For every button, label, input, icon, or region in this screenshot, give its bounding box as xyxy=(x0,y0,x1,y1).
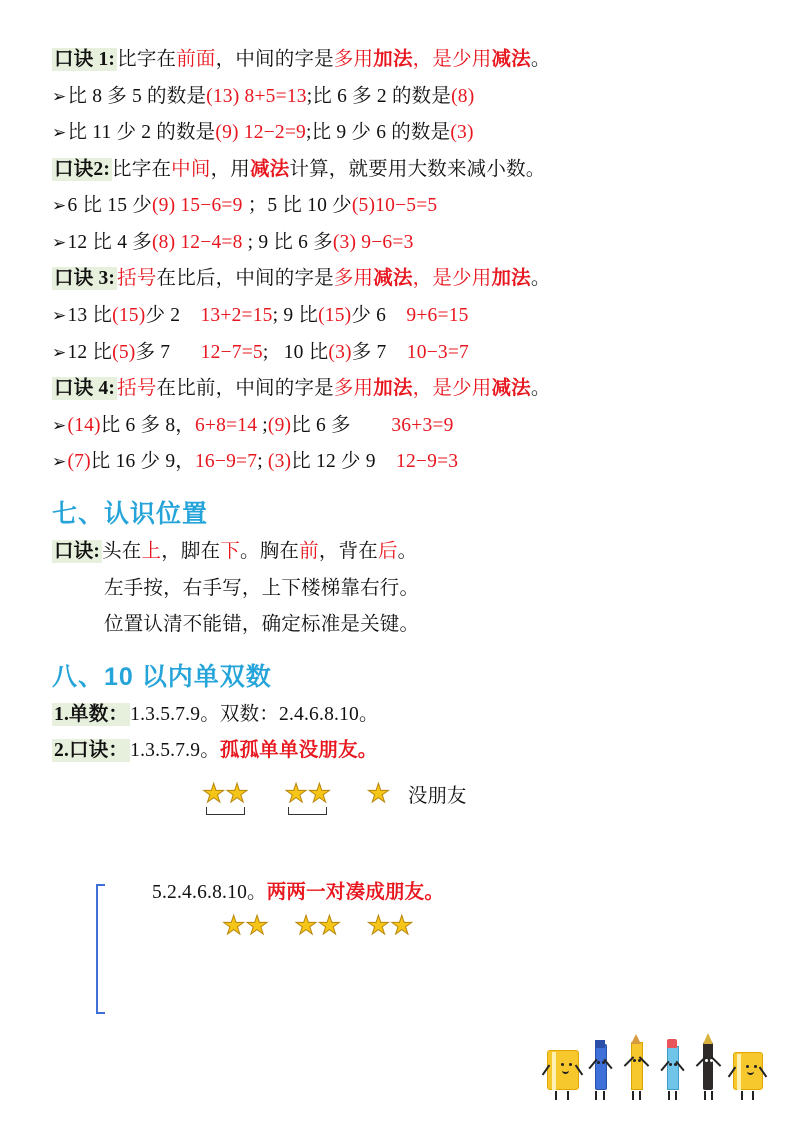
equation: 10−5=5 xyxy=(375,195,438,217)
text-red-bold: 减法 xyxy=(491,49,531,70)
text: 少 6 xyxy=(351,305,387,327)
text-red: 后 xyxy=(377,540,398,562)
document-content xyxy=(52,44,752,943)
mascot-book xyxy=(545,1048,579,1100)
text-red-bold: 减法 xyxy=(491,378,531,400)
text-red: 中间 xyxy=(171,158,211,180)
text: ; 9 比 xyxy=(272,305,319,327)
equation: 9+6=15 xyxy=(406,305,469,327)
example-line-5 xyxy=(52,300,752,332)
star-pair-group xyxy=(284,777,331,815)
no-friend-label: 没朋友 xyxy=(407,785,467,807)
text-red: 前面 xyxy=(176,49,216,70)
answer-value: (3) xyxy=(267,451,292,473)
text: ，用 xyxy=(210,158,250,180)
text: 13 比 xyxy=(67,305,113,327)
text-red: 少用 xyxy=(452,49,492,70)
equation: 36+3=9 xyxy=(391,414,454,436)
grouping-bracket xyxy=(96,884,98,1014)
text: 12 比 xyxy=(67,341,113,363)
answer-value: (15) xyxy=(112,305,146,327)
text: 计算，就要用大数来减小数。 xyxy=(289,158,546,180)
formula-label-2: 口诀2: xyxy=(54,158,111,180)
text: 头在 xyxy=(102,540,142,562)
mascot-blue-pencil xyxy=(661,1036,683,1100)
answer-value: (5) xyxy=(112,341,136,363)
equation: 12−4=8 xyxy=(180,231,243,253)
text: ; xyxy=(257,414,268,436)
formula-line-2 xyxy=(52,154,752,186)
mascot-blue-pen xyxy=(589,1038,609,1100)
star-icon: ★ xyxy=(245,911,269,941)
formula-line-3 xyxy=(52,263,752,295)
formula-label-1: 口诀 1: xyxy=(54,49,116,70)
text-red: 下 xyxy=(220,540,241,562)
text: 比 16 少 9， xyxy=(90,451,195,473)
text: ; xyxy=(257,451,268,473)
text: ，脚在 xyxy=(161,540,221,562)
answer-value: (9) xyxy=(215,122,239,144)
answer-value: (13) xyxy=(206,85,240,107)
equation: 10−3=7 xyxy=(406,341,469,363)
text-red-bold: 两两一对凑成朋友。 xyxy=(266,881,445,903)
text-red-bold: 减法 xyxy=(373,268,413,290)
section7-line-3: 位置认清不能错，确定标准是关键。 xyxy=(104,614,420,636)
text: 。胸在 xyxy=(240,540,300,562)
text: 。 xyxy=(397,540,418,562)
text-red-bold: 加法 xyxy=(373,49,413,70)
bullet-arrow-icon: ➢ xyxy=(52,306,67,326)
example-line-2 xyxy=(52,117,752,149)
star-icon: ★ xyxy=(366,778,391,808)
text: 在比前 xyxy=(156,378,216,400)
section8-item-1 xyxy=(52,699,752,731)
formula-line-4 xyxy=(52,373,752,405)
answer-value: (14) xyxy=(67,414,101,436)
equation: 6+8=14 xyxy=(194,414,258,436)
text: 比 6 多 8， xyxy=(100,414,195,436)
text-red: 多用 xyxy=(333,378,374,400)
equation: 8+5=13 xyxy=(244,85,307,107)
answer-value: (3) xyxy=(328,341,352,363)
text: 比 6 多 xyxy=(291,414,351,436)
text-red-bold: 加法 xyxy=(373,378,413,400)
bullet-arrow-icon: ➢ xyxy=(52,232,67,252)
equation: 12−7=5 xyxy=(200,341,263,363)
text-red-bold: 加法 xyxy=(491,268,531,290)
text: ;比 6 多 2 的数是 xyxy=(306,85,452,107)
text: 多 7 xyxy=(351,341,387,363)
text-red: ，是 xyxy=(412,49,453,70)
section7-line-1 xyxy=(52,536,752,568)
answer-value: (8) xyxy=(151,231,176,253)
section8-even-line xyxy=(52,877,752,909)
text: ;比 9 少 6 的数是 xyxy=(306,122,451,144)
text: ；5 比 10 少 xyxy=(242,195,352,217)
text: 比 11 少 2 的数是 xyxy=(67,122,216,144)
section-heading-7: 七、认识位置 xyxy=(52,499,209,528)
example-line-4 xyxy=(52,227,752,259)
mascot-fountain-pen xyxy=(697,1030,719,1100)
mascot-illustration xyxy=(545,1022,765,1100)
answer-value: (3) xyxy=(332,231,357,253)
spacer xyxy=(386,305,406,326)
text-red: ，是 xyxy=(412,378,453,400)
star-icon: ★ xyxy=(366,911,391,941)
spacer xyxy=(351,415,392,436)
text-red: ，是 xyxy=(412,268,453,290)
text-red: 上 xyxy=(141,540,162,562)
text: ，中间的字是 xyxy=(215,378,334,400)
answer-value: (15) xyxy=(318,305,352,327)
example-line-6 xyxy=(52,337,752,369)
example-line-1 xyxy=(52,81,752,113)
text: ，背在 xyxy=(318,540,378,562)
text: 12 比 4 多 xyxy=(67,231,152,253)
star-icon: ★ xyxy=(222,911,246,941)
text-red: 少用 xyxy=(452,378,492,400)
mnemonic-label: 2.口诀： xyxy=(54,740,129,762)
section-heading-8: 八、10 以内单双数 xyxy=(52,662,272,691)
star-icon: ★ xyxy=(317,911,341,941)
answer-value: (9) xyxy=(151,195,176,217)
text: 多 7 xyxy=(135,341,171,363)
answer-value: (7) xyxy=(67,451,91,473)
text: ，中间的字是 xyxy=(215,49,334,70)
bullet-arrow-icon: ➢ xyxy=(52,86,67,106)
mascot-book-2 xyxy=(731,1050,763,1100)
text: 1.3.5.7.9。双数：2.4.6.8.10。 xyxy=(130,703,379,725)
text-red-bold: 减法 xyxy=(249,158,290,180)
odd-star-row xyxy=(52,777,752,815)
text: ; xyxy=(262,341,269,363)
text-red: 少用 xyxy=(452,268,492,290)
even-star-row xyxy=(52,909,752,943)
equation: 9−6=3 xyxy=(361,231,414,253)
equation: 13+2=15 xyxy=(200,305,273,327)
text-red: 括号 xyxy=(117,268,157,290)
equation: 16−9=7 xyxy=(194,451,258,473)
answer-value: (8) xyxy=(451,85,475,107)
bullet-arrow-icon: ➢ xyxy=(52,196,67,216)
text: ，中间的字是 xyxy=(215,268,334,290)
formula-label-3: 口诀 3: xyxy=(54,268,116,290)
answer-value: (3) xyxy=(450,122,474,144)
answer-value: (9) xyxy=(267,414,292,436)
text: 比字在 xyxy=(117,49,177,70)
text: 比 8 多 5 的数是 xyxy=(67,85,207,107)
star-icon: ★ xyxy=(294,911,318,941)
text-red: 多用 xyxy=(333,268,374,290)
text: 比 12 少 9 xyxy=(291,451,376,473)
text: 5.2.4.6.8.10。 xyxy=(152,881,267,903)
answer-value: (5) xyxy=(351,195,376,217)
star-pair-group xyxy=(202,777,249,815)
star-icon: ★ xyxy=(307,778,331,808)
formula-line-1 xyxy=(52,44,752,76)
equation: 12−9=3 xyxy=(396,451,459,473)
spacer xyxy=(376,451,396,472)
text: ; 9 比 6 多 xyxy=(242,231,333,253)
bullet-arrow-icon: ➢ xyxy=(52,342,67,362)
text-red-bold: 孤孤单单没朋友。 xyxy=(219,740,378,762)
example-line-7 xyxy=(52,410,752,442)
text-red: 括号 xyxy=(117,378,157,400)
star-icon: ★ xyxy=(390,911,414,941)
star-icon: ★ xyxy=(225,778,249,808)
odd-numbers-label: 1.单数： xyxy=(54,703,129,725)
text: 。 xyxy=(530,378,551,400)
example-line-8 xyxy=(52,446,752,478)
bullet-arrow-icon: ➢ xyxy=(52,415,67,435)
bullet-arrow-icon: ➢ xyxy=(52,452,67,472)
text-red: 前 xyxy=(299,540,319,562)
section7-line-2: 左手按，右手写，上下楼梯靠右行。 xyxy=(104,577,420,599)
section8-item-2 xyxy=(52,735,752,767)
equation: 15−6=9 xyxy=(180,195,243,217)
equation: 12−2=9 xyxy=(243,122,307,144)
text: 。 xyxy=(530,268,551,290)
text: 比字在 xyxy=(112,158,172,180)
formula-label-4: 口诀 4: xyxy=(54,378,116,400)
spacer xyxy=(386,342,406,363)
text: 1.3.5.7.9。 xyxy=(130,740,220,762)
text: 少 2 xyxy=(145,305,181,327)
spacer xyxy=(180,305,200,326)
text-red: 多用 xyxy=(333,49,374,70)
spacer: 10 比 xyxy=(268,341,329,363)
star-icon: ★ xyxy=(284,778,308,808)
example-line-3 xyxy=(52,190,752,222)
formula-label-position: 口诀: xyxy=(54,540,101,562)
bullet-arrow-icon: ➢ xyxy=(52,123,67,143)
spacer xyxy=(170,342,200,363)
text: 在比后 xyxy=(156,268,216,290)
mascot-yellow-pencil xyxy=(625,1032,647,1100)
text: 6 比 15 少 xyxy=(67,195,152,217)
star-icon: ★ xyxy=(202,778,226,808)
text: 。 xyxy=(530,49,551,70)
